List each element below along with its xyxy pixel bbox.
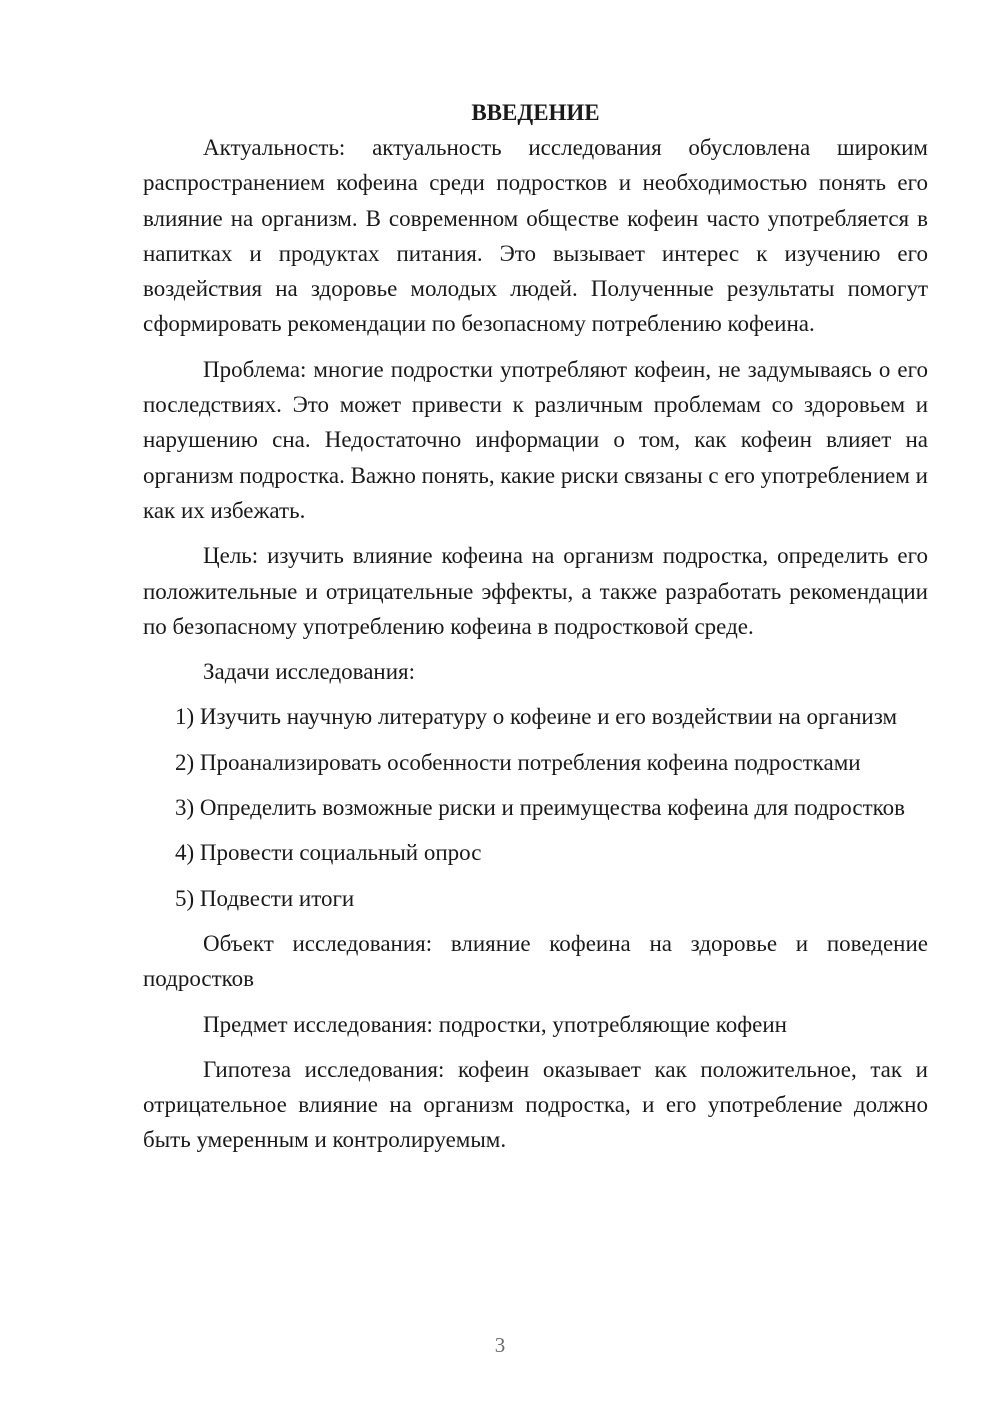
list-item: 2) Проанализировать особенности потребления кофеина подростками [175, 749, 861, 775]
goal-paragraph: Цель: изучить влияние кофеина на организм подростка, определить его положительные и отрицательные эффекты, а также разработать рекомендации по безопасному употреблению кофеина в подростковой среде. [143, 543, 928, 639]
list-item: 3) Определить возможные риски и преимущества кофеина для подростков [175, 795, 905, 821]
relevance-paragraph: Актуальность: актуальность исследования обусловлена широким распространением кофеина среди подростков и необходимостью понять его влияние на организм. В современном обществе кофеин часто употребляется в напитках и продуктах питания. Это вызывает интерес к изучению его воздействия на здоровье молодых людей. Полученные результаты помогут сформировать рекомендации по безопасному потреблению кофеина. [143, 135, 928, 337]
tasks-list [143, 699, 928, 915]
tasks-heading: Задачи исследования: [203, 659, 416, 685]
hypothesis-paragraph: Гипотеза исследования: кофеин оказывает как положительное, так и отрицательное влияние на организм подростка, и его употребление должно быть умеренным и контролируемым. [143, 1056, 928, 1153]
object-paragraph: Объект исследования: влияние кофеина на здоровье и поведение подростков [143, 930, 928, 992]
list-item: 1) Изучить научную литературу о кофеине и его воздействии на организм [175, 704, 898, 730]
page-content [143, 95, 928, 1168]
page-number: 3 [494, 1333, 506, 1357]
list-item: 4) Провести социальный опрос [175, 840, 482, 866]
problem-paragraph: Проблема: многие подростки употребляют кофеин, не задумываясь о его последствиях. Это может привести к различным проблемам со здоровьем и нарушению сна. Недостаточно информации о том, как кофеин влияет на организм подростка. Важно понять, какие риски связаны с его употреблением и как их избежать. [143, 356, 928, 523]
subject-paragraph: Предмет исследования: подростки, употребляющие кофеин [203, 1011, 787, 1037]
list-item: 5) Подвести итоги [175, 885, 355, 911]
page-title: ВВЕДЕНИЕ [471, 100, 600, 125]
